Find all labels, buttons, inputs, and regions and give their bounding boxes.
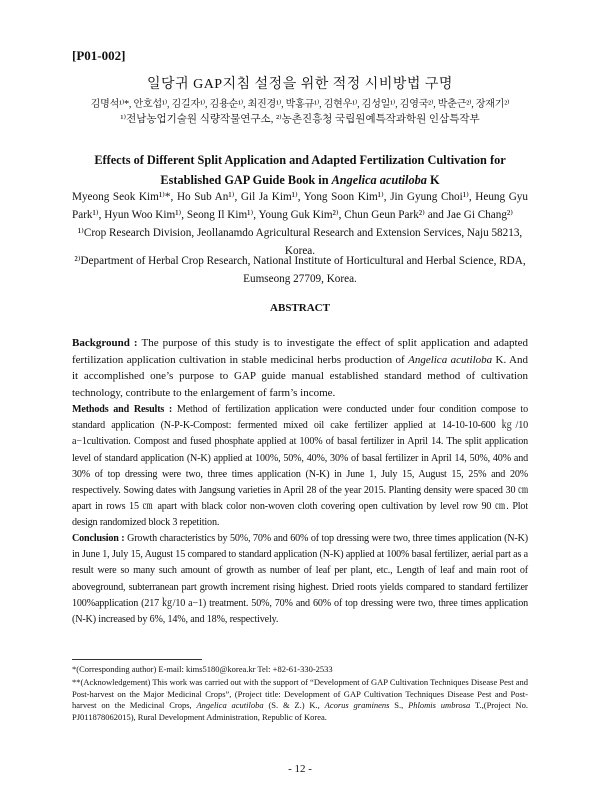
english-title-line2: Established GAP Guide Book in <box>160 173 332 187</box>
footnote2-species-2: Acorus graminens <box>324 700 390 710</box>
footnote-divider <box>72 659 202 660</box>
footnote2-text-d: T.,(Project No. PJ011878062015), Rural Development Administration, Republic of Korea. <box>72 700 528 722</box>
conclusion-label: Conclusion : <box>72 533 125 544</box>
korean-affiliations: ¹⁾전남농업기술원 식량작물연구소, ²⁾농촌진흥청 국립원예특작과학원 인삼특작부 <box>120 114 480 125</box>
footnote2-species-3: Phlomis umbrosa <box>408 700 471 710</box>
conclusion-paragraph <box>72 531 528 628</box>
background-text-a: The purpose of this study is to investigate the effect of split application and adapted fertilization application cultivation in stable medicinal herbs production of <box>72 337 528 366</box>
conclusion-text: Growth characteristics by 50%, 70% and 60% of top dressing were two, three times application (N-K) in June 1, July 15, August 15 compared to standard application (N-K) applied at 100% basal fertilizer, aerial part as a result were so many such amount of growth as number of leaf per plant, etc., Length of leaf and main root of aboveground, subterranean part growth increment rising highest. Dried roots yields compared to standard fertilizer 100%application (217 ㎏/10 a−1) treatment. 50%, 70% and 60% of top dressing were two, three times application (N-K) increased by 6%, 14%, and 18%, respectively. <box>72 533 528 626</box>
english-title-species: Angelica acutiloba <box>331 173 427 187</box>
english-title-suffix: K <box>426 173 440 187</box>
footnote2-text-c: S., <box>389 700 409 710</box>
methods-paragraph <box>72 402 528 532</box>
background-label: Background : <box>72 337 138 349</box>
footnote2-text-a: **(Acknowledgement) This work was carried out with the support of “Development of GAP Cultivation Techniques Disease Pest and Post-harvest on the Major Medicinal Crops”, (Project title: Development of GAP Cultivation Techniques Disease Pest and Post-harvest on the Medicinal Crops, <box>72 677 528 710</box>
english-title <box>72 150 528 190</box>
methods-label: Methods and Results : <box>72 404 173 415</box>
background-text-b: K. And it accomplished one’s purpose to GAP guide manual established standard method of cultivation technology, contribute to the enlargement of farm’s income. <box>72 353 528 399</box>
background-paragraph <box>72 335 528 401</box>
methods-text: Method of fertilization application were conducted under four condition compose to standard application (N-P-K-Compost: fermented mixed oil cake fertilizer applied at 14-10-10-600 ㎏/10 a−1cultivation. Compost and fused phosphate applied at 100% of basal fertilizer in April 14. The split application level of standard application (N-K) applied at 100%, 50%, 40%, 30% of basal fertilizer in April 14, 50%, 40% and 30% of top dressing were two, three times application (N-K) in June 1, July 15, August 15, 25% and 20% respectively. Sowing dates with Jangsung varieties in April 28 of the year 2015. Planting density were spaced 30 ㎝ apart in rows 15 ㎝ apart with black color non-woven cloth covering open cultivation by level row 90 ㎝. Plot design randomized block 3 repetition. <box>72 404 528 529</box>
affiliation-2: ²⁾Department of Herbal Crop Research, National Institute of Horticultural and Herbal Science, RDA, Eumseong 27709, Korea. <box>74 255 526 285</box>
footnote-corresponding: *(Corresponding author) E-mail: kims5180@korea.kr Tel: +82-61-330-2533 <box>72 664 333 674</box>
page-number: - 12 - <box>288 763 312 775</box>
footnote2-text-b: (S. & Z.) K., <box>263 700 325 710</box>
english-title-line1: Effects of Different Split Application and Adapted Fertilization Cultivation for <box>94 153 506 167</box>
korean-title: 일당귀 GAP지침 설정을 위한 적정 시비방법 구명 <box>147 77 453 92</box>
affiliation-1: ¹⁾Crop Research Division, Jeollanamdo Agricultural Research and Extension Services, Naju 58213, Korea. <box>77 227 523 257</box>
poster-code: [P01-002] <box>72 48 126 63</box>
abstract-heading: ABSTRACT <box>270 302 330 314</box>
footnote-acknowledgement <box>72 677 528 723</box>
korean-authors: 김명석¹⁾*, 안호섭¹⁾, 김길자¹⁾, 김용순¹⁾, 최진경¹⁾, 박홍규¹⁾, 김현우¹⁾, 김성일¹⁾, 김영국²⁾, 박춘근²⁾, 장재기²⁾ <box>90 99 510 110</box>
footnote2-species-1: Angelica acutiloba <box>196 700 264 710</box>
english-authors: Myeong Seok Kim¹⁾*, Ho Sub An¹⁾, Gil Ja Kim¹⁾, Yong Soon Kim¹⁾, Jin Gyung Choi¹⁾, Heung Gyu Park¹⁾, Hyun Woo Kim¹⁾, Seong Il Kim¹⁾, Young Guk Kim²⁾, Chun Geun Park²⁾ and Jae Gi Chang²⁾ <box>72 191 528 221</box>
background-species: Angelica acutiloba <box>408 353 493 366</box>
